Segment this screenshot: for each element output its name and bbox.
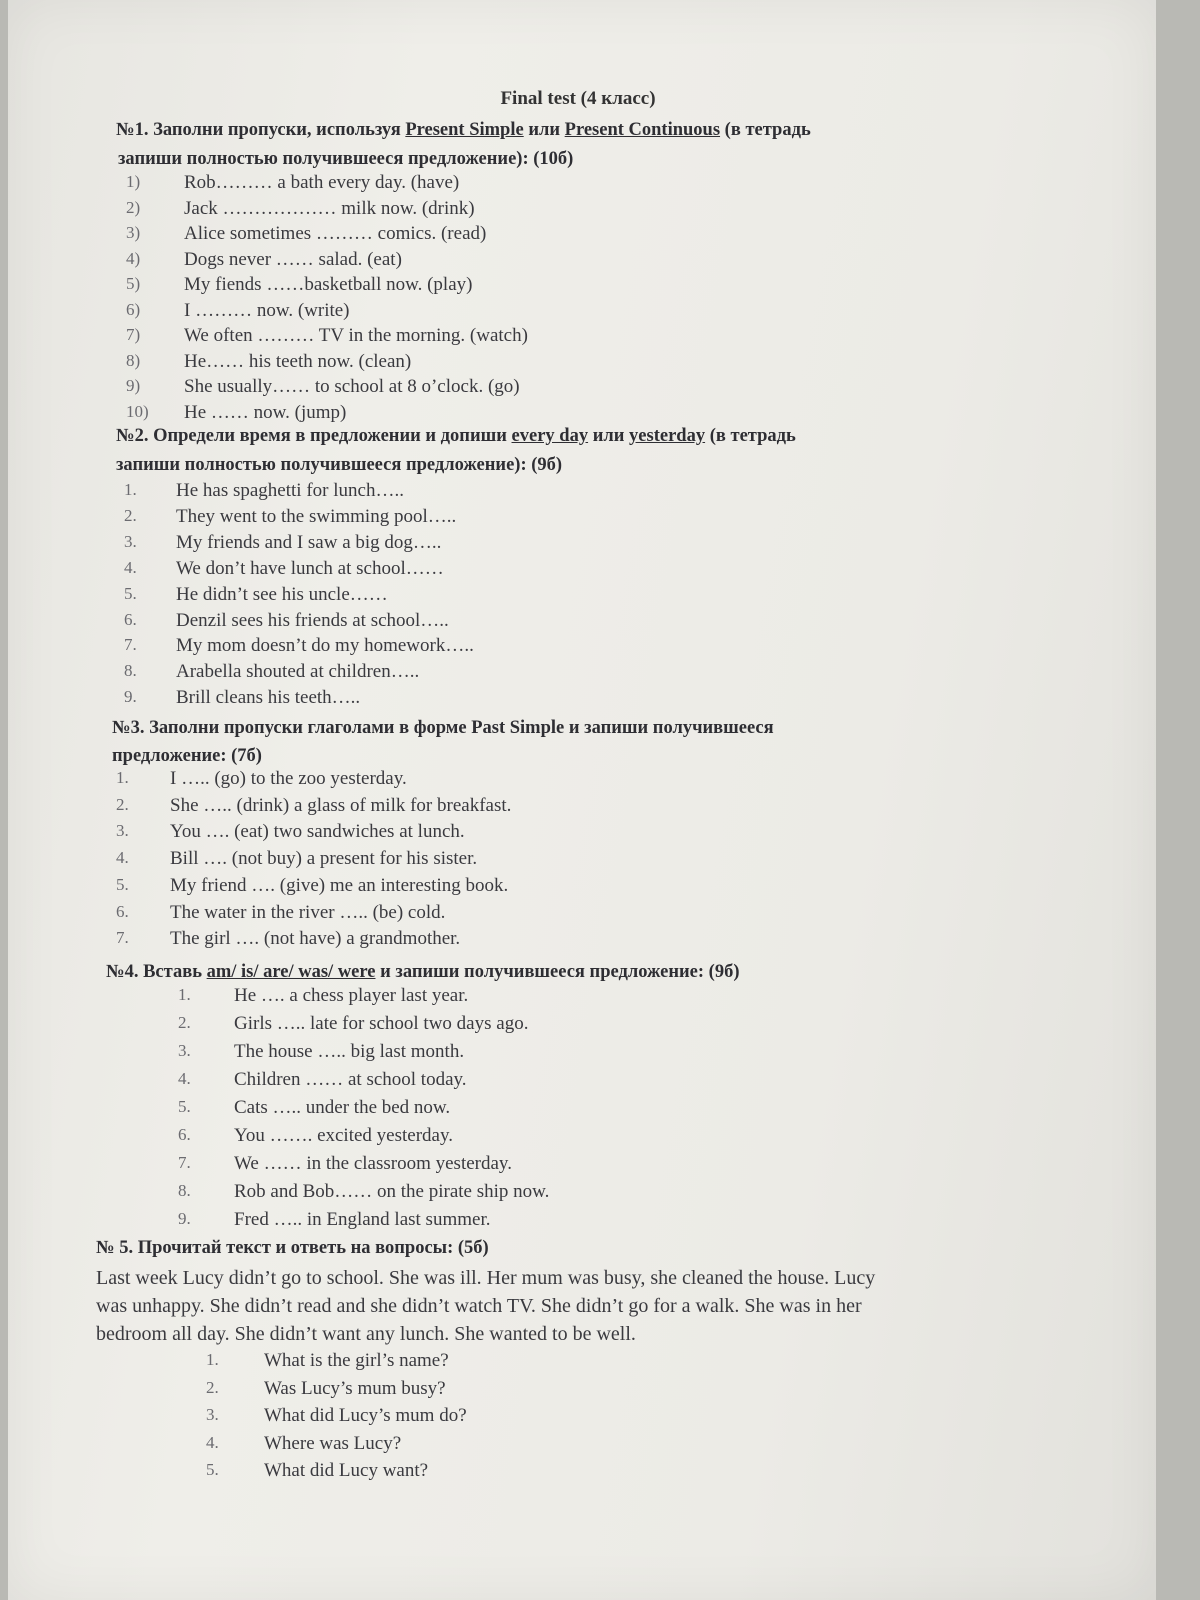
item-text: Where was Lucy?	[264, 1432, 402, 1454]
item-text: We don’t have lunch at school……	[176, 557, 444, 579]
item-number: 7.	[178, 1153, 191, 1172]
item-text: The girl …. (not have) a grandmother.	[170, 928, 461, 950]
item-text: Dogs never …… salad. (eat)	[184, 248, 402, 270]
task1-heading-part: (в тетрадь	[720, 120, 811, 140]
task4-heading	[106, 958, 740, 986]
item-number: 2.	[206, 1377, 219, 1397]
item-number: 3.	[178, 1041, 191, 1060]
item-text: I ….. (go) to the zoo yesterday.	[170, 768, 407, 789]
task2-heading-part: или	[588, 426, 630, 446]
item-text: Was Lucy’s mum busy?	[264, 1377, 446, 1399]
item-text: You ……. excited yesterday.	[234, 1125, 453, 1146]
item-text: He…… his teeth now. (clean)	[184, 350, 412, 372]
item-number: 9.	[178, 1209, 191, 1228]
item-number: 6.	[124, 609, 137, 629]
reading-line: was unhappy. She didn’t read and she didn’t watch TV. She didn’t go for a walk. She was in her	[96, 1295, 862, 1317]
task4-verbs: am/ is/ are/ was/ were	[206, 962, 376, 982]
item-number: 6.	[116, 901, 129, 921]
item-number: 9.	[124, 687, 137, 707]
task2-heading-part: №2. Определи время в предложении и допиши	[116, 426, 512, 446]
task2-option-2: yesterday	[629, 426, 706, 446]
item-text: Denzil sees his friends at school…..	[176, 609, 449, 631]
item-text: What did Lucy want?	[264, 1460, 429, 1481]
item-number: 8.	[124, 661, 137, 681]
item-number: 2.	[124, 505, 137, 525]
item-number: 5.	[116, 874, 129, 894]
item-number: 5.	[178, 1097, 191, 1116]
item-number: 3.	[206, 1405, 219, 1424]
item-text: You …. (eat) two sandwiches at lunch.	[170, 821, 465, 843]
task4-heading-part: №4. Вставь	[106, 962, 207, 982]
item-text: Girls ….. late for school two days ago.	[234, 1013, 529, 1034]
item-number: 7)	[126, 325, 141, 344]
task3-heading-line2: предложение: (7б)	[112, 746, 262, 766]
task2-heading-part: (в тетрадь	[705, 426, 796, 446]
item-number: 3.	[116, 821, 129, 841]
item-number: 4)	[126, 248, 141, 268]
item-number: 1.	[124, 480, 137, 499]
item-number: 1.	[206, 1350, 219, 1369]
item-text: We often ……… TV in the morning. (watch)	[184, 325, 528, 346]
item-number: 10)	[126, 401, 149, 421]
task1-tense-2: Present Continuous	[564, 120, 721, 140]
item-text: He didn’t see his uncle……	[176, 583, 388, 605]
item-text: What did Lucy’s mum do?	[264, 1405, 467, 1426]
test-sheet	[8, 0, 1156, 1600]
item-text: Alice sometimes ……… comics. (read)	[184, 223, 487, 244]
task4-heading-part: и запиши получившееся предложение: (9б)	[375, 962, 740, 982]
item-text: They went to the swimming pool…..	[176, 505, 457, 527]
task3-heading: №3. Заполни пропуски глаголами в форме Past Simple и запиши получившееся	[112, 718, 774, 738]
item-text: The water in the river ….. (be) cold.	[170, 901, 446, 923]
task5-heading: № 5. Прочитай текст и ответь на вопросы: (5б)	[96, 1238, 489, 1258]
item-number: 4.	[124, 557, 137, 577]
item-text: He …… now. (jump)	[184, 401, 347, 423]
item-text: Cats ….. under the bed now.	[234, 1097, 451, 1118]
item-number: 3)	[126, 223, 141, 242]
item-number: 2)	[126, 197, 141, 217]
item-number: 8)	[126, 350, 141, 370]
item-number: 4.	[116, 848, 129, 868]
item-text: Brill cleans his teeth…..	[176, 687, 361, 709]
item-number: 5.	[206, 1460, 219, 1479]
task1-heading-part: или	[523, 120, 565, 140]
task2-heading-line2: запиши полностью получившееся предложение): (9б)	[116, 455, 563, 475]
item-text: My friends and I saw a big dog…..	[176, 531, 442, 553]
item-number: 2.	[116, 794, 129, 814]
item-number: 4.	[178, 1069, 191, 1088]
item-text: My fiends ……basketball now. (play)	[184, 274, 473, 295]
task1-heading-line2: запиши полностью получившееся предложение): (10б)	[118, 149, 574, 169]
item-text: She usually…… to school at 8 o’clock. (go)	[184, 376, 520, 397]
item-text: My friend …. (give) me an interesting book.	[170, 874, 509, 896]
item-number: 1)	[126, 172, 141, 191]
page-title: Final test (4 класс)	[500, 88, 656, 109]
item-number: 5)	[126, 274, 141, 293]
item-text: My mom doesn’t do my homework…..	[176, 635, 474, 657]
item-number: 6.	[178, 1125, 191, 1144]
item-text: I ……… now. (write)	[184, 299, 350, 321]
item-number: 2.	[178, 1013, 191, 1032]
item-text: Children …… at school today.	[234, 1069, 467, 1090]
item-text: He …. a chess player last year.	[234, 985, 469, 1006]
item-text: Jack ……………… milk now. (drink)	[184, 197, 475, 219]
reading-line: bedroom all day. She didn’t want any lunch. She wanted to be well.	[96, 1323, 636, 1345]
item-text: We …… in the classroom yesterday.	[234, 1153, 512, 1174]
item-number: 1.	[116, 768, 129, 787]
item-text: He has spaghetti for lunch…..	[176, 480, 404, 501]
item-number: 9)	[126, 376, 141, 395]
item-number: 7.	[124, 635, 137, 655]
item-number: 6)	[126, 299, 141, 319]
task1-heading	[116, 116, 811, 144]
item-number: 7.	[116, 928, 129, 948]
reading-text	[96, 1264, 1056, 1348]
item-number: 4.	[206, 1432, 219, 1452]
item-number: 1.	[178, 985, 191, 1004]
item-text: Rob……… a bath every day. (have)	[184, 172, 460, 193]
item-text: What is the girl’s name?	[264, 1350, 449, 1371]
task1-tense-1: Present Simple	[405, 120, 524, 140]
item-text: Bill …. (not buy) a present for his sister.	[170, 848, 478, 870]
item-text: Arabella shouted at children…..	[176, 661, 420, 683]
item-text: Rob and Bob…… on the pirate ship now.	[234, 1181, 550, 1202]
item-text: She ….. (drink) a glass of milk for breakfast.	[170, 794, 512, 816]
item-number: 3.	[124, 531, 137, 551]
item-text: The house ….. big last month.	[234, 1041, 465, 1062]
item-text: Fred ….. in England last summer.	[234, 1209, 491, 1230]
task1-heading-part: №1. Заполни пропуски, используя	[116, 120, 406, 140]
item-number: 8.	[178, 1181, 191, 1200]
item-number: 5.	[124, 583, 137, 603]
reading-line: Last week Lucy didn’t go to school. She was ill. Her mum was busy, she cleaned the house. Lucy	[96, 1267, 876, 1289]
task2-heading	[116, 422, 796, 450]
task2-option-1: every day	[511, 426, 589, 446]
